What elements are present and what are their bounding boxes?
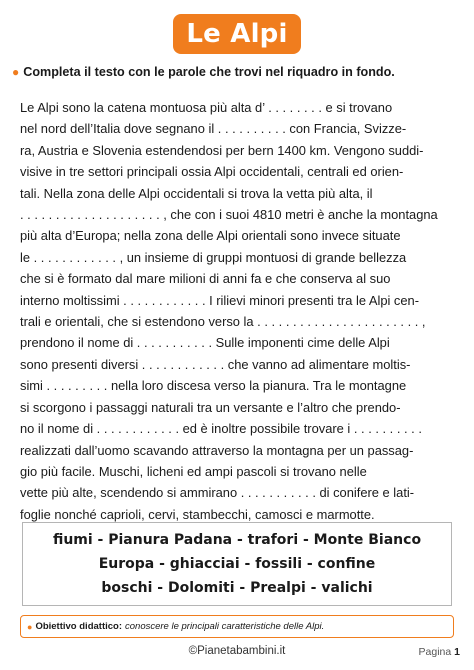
- text-line: ra, Austria e Slovenia estendendosi per bern 1400 km. Vengono suddi-: [20, 142, 424, 158]
- text-line: sono presenti diversi . . . . . . . . . . . . che vanno ad alimentare moltis-: [20, 356, 411, 372]
- text-line: nel nord dell’Italia dove segnano il . . . . . . . . . . con Francia, Svizze-: [20, 121, 407, 137]
- page-label: Pagina: [418, 646, 452, 658]
- text-line: realizzati dall’uomo scavando attraverso la montagna per un passag-: [20, 442, 414, 458]
- bullet-icon: ●: [27, 621, 33, 632]
- text-line: simi . . . . . . . . . nella loro discesa verso la pianura. Tra le montagne: [20, 378, 407, 394]
- exercise-text: [20, 97, 458, 525]
- word-bank-row: fiumi - Pianura Padana - trafori - Monte Bianco: [52, 532, 422, 548]
- objective-text: conoscere le principali caratteristiche delle Alpi.: [125, 621, 325, 632]
- text-line: . . . . . . . . . . . . . . . . . . . . , che con i suoi 4810 metri è anche la montagna: [20, 207, 438, 223]
- text-line: visive in tre settori principali ossia Alpi occidentali, centrali ed orien-: [20, 164, 404, 180]
- word-bank-box: [22, 522, 452, 606]
- text-line: prendono il nome di . . . . . . . . . . . Sulle imponenti cime delle Alpi: [20, 335, 390, 351]
- title-banner: [173, 14, 301, 54]
- bullet-icon: ●: [12, 65, 20, 79]
- text-line: gio più facile. Muschi, licheni ed ampi pascoli si trovano nelle: [20, 463, 367, 479]
- objective-box: [20, 615, 454, 638]
- page-title: Le Alpi: [186, 19, 288, 49]
- footer-site: ©Pianetabambini.it: [188, 645, 286, 657]
- text-line: Le Alpi sono la catena montuosa più alta d’ . . . . . . . . e si trovano: [20, 100, 393, 115]
- text-line: foglie nonché caprioli, cervi, stambecchi, camosci e marmotte.: [20, 506, 375, 522]
- text-line: no il nome di . . . . . . . . . . . . ed è inoltre possibile trovare i . . . . . . . . . .: [20, 421, 422, 437]
- text-line: trali e orientali, che si estendono verso la . . . . . . . . . . . . . . . . . . . . . . . ,: [20, 314, 426, 330]
- text-line: più alta d’Europa; nella zona delle Alpi orientali sono invece situate: [20, 228, 401, 244]
- text-line: interno moltissimi . . . . . . . . . . . . I rilievi minori presenti tra le Alpi cen-: [20, 292, 420, 308]
- text-line: le . . . . . . . . . . . . , un insieme di gruppi montuosi di grande bellezza: [20, 249, 407, 265]
- page-indicator: [419, 646, 460, 658]
- instruction: [12, 64, 462, 80]
- word-bank-row: boschi - Dolomiti - Prealpi - valichi: [101, 580, 373, 596]
- text-line: vette più alte, scendendo si ammirano . . . . . . . . . . . di conifere e lati-: [20, 485, 415, 501]
- page-number: 1: [454, 646, 460, 658]
- word-bank-row: Europa - ghiacciai - fossili - confine: [98, 556, 376, 572]
- instruction-text: Completa il testo con le parole che trovi nel riquadro in fondo.: [23, 65, 395, 79]
- text-line: si scorgono i passaggi naturali tra un versante e l’altro che prendo-: [20, 399, 401, 415]
- text-line: tali. Nella zona delle Alpi occidentali si trova la vetta più alta, il: [20, 185, 373, 201]
- objective-label: Obiettivo didattico:: [35, 621, 122, 632]
- text-line: che si è formato dal mare milioni di anni fa e che conserva al suo: [20, 271, 391, 287]
